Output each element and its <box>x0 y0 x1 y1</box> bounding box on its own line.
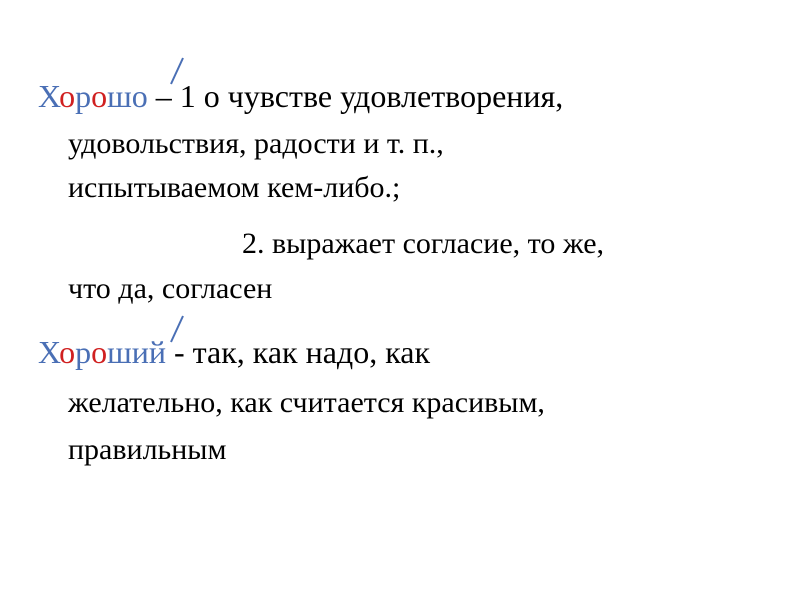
entry1-definition-start: – 1 о чувстве удовлетворения, <box>147 78 564 114</box>
entry2-line1 <box>38 334 430 370</box>
entry2-definition-start: - так, как надо, как <box>165 334 430 370</box>
entry1-line2: удовольствия, радости и т. п., <box>68 127 444 160</box>
entry2-line3: правильным <box>68 433 227 466</box>
entry2-line2: желательно, как считается красивым, <box>68 386 545 419</box>
entry2-headword: Хороший <box>38 334 166 370</box>
entry1-line3: испытываемом кем-либо.; <box>68 171 401 204</box>
entry1-line4: 2. выражает согласие, то же, <box>242 227 605 260</box>
entry1-headword: Хорошо <box>38 78 148 114</box>
entry1-line1 <box>38 78 563 114</box>
entry1-line5: что да, согласен <box>68 272 273 305</box>
